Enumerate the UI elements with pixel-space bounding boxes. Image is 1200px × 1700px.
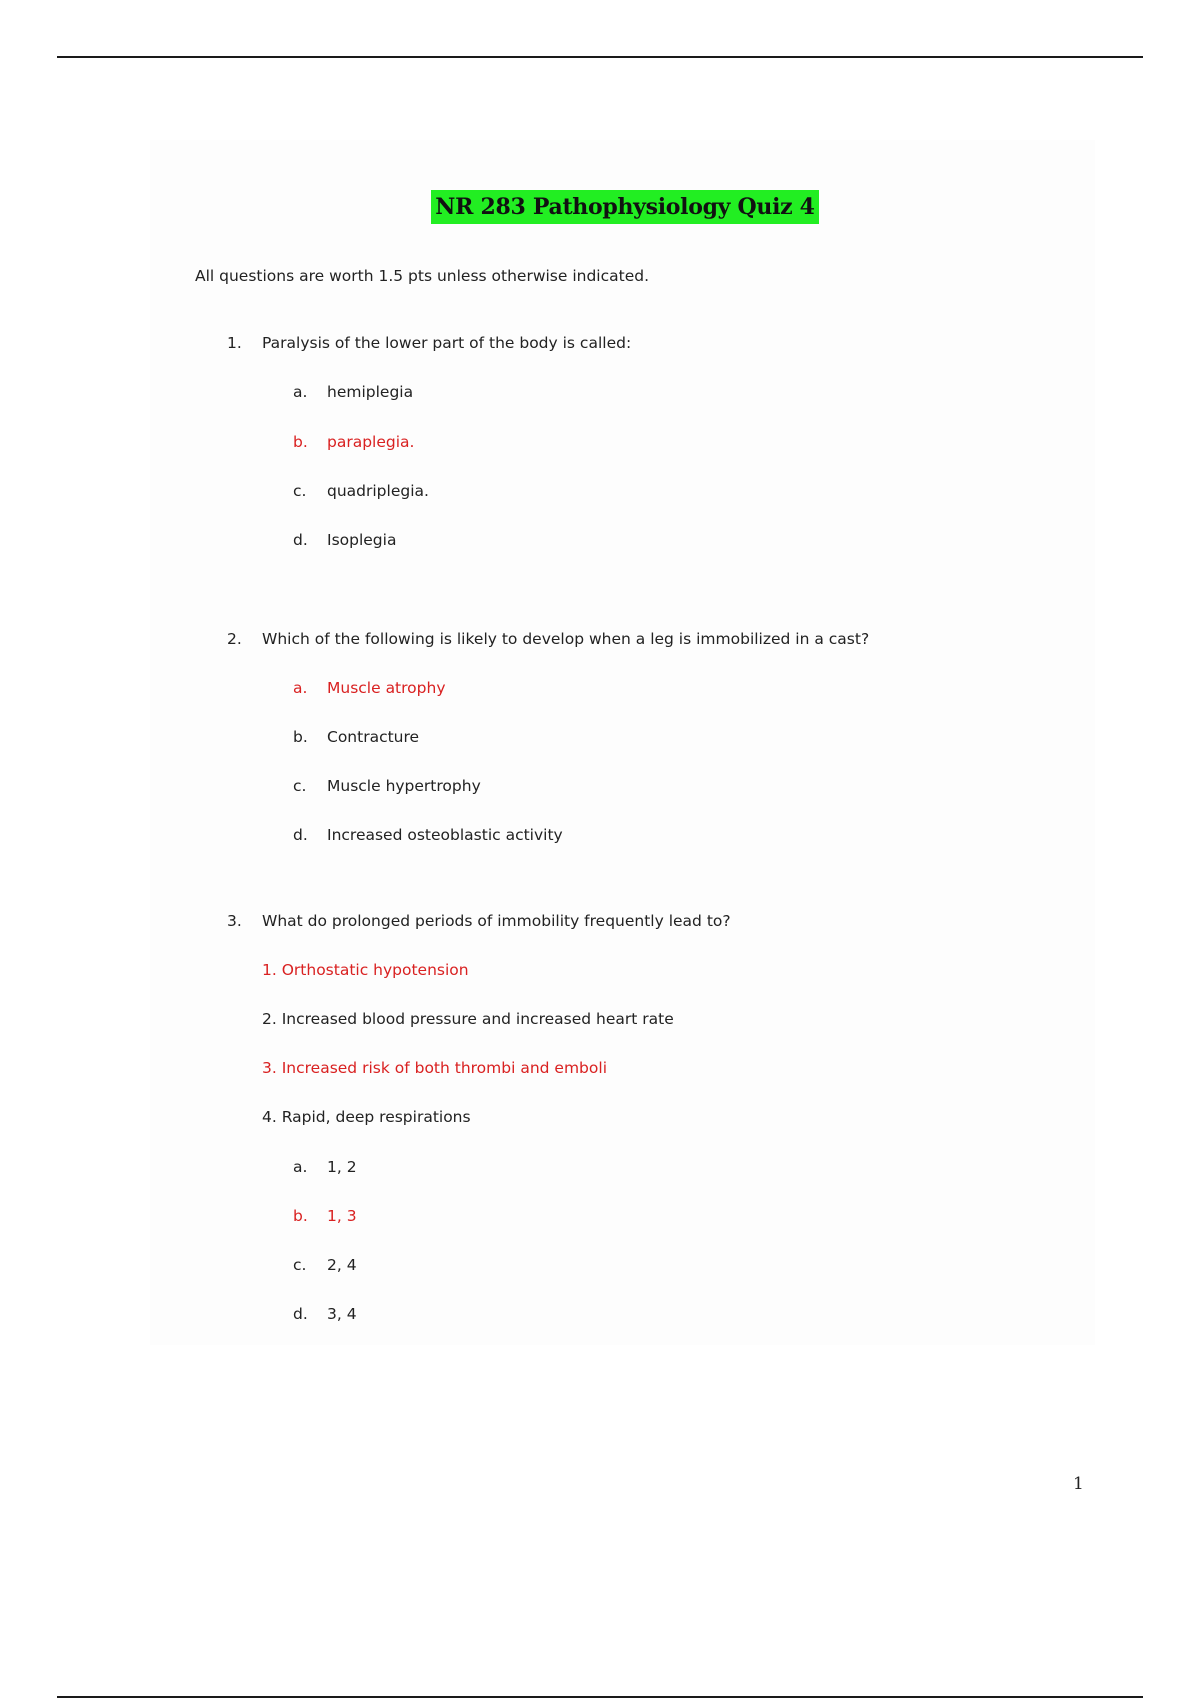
option-label: b.	[293, 433, 308, 451]
option-text: Isoplegia	[327, 531, 397, 549]
option-label: c.	[293, 777, 307, 795]
page-number: 1	[1073, 1474, 1084, 1494]
option-label: d.	[293, 1305, 308, 1323]
instructions: All questions are worth 1.5 pts unless otherwise indicated.	[195, 267, 650, 285]
question-number: 2.	[227, 630, 242, 648]
option-text: 3, 4	[327, 1305, 357, 1323]
bottom-rule	[57, 1696, 1143, 1698]
question-text: What do prolonged periods of immobility frequently lead to?	[262, 912, 731, 930]
question-number: 1.	[227, 334, 242, 352]
option-text: 2, 4	[327, 1256, 357, 1274]
option-text: Contracture	[327, 728, 420, 746]
option-text: hemiplegia	[327, 383, 414, 401]
option-text: quadriplegia.	[327, 482, 429, 500]
option-label: a.	[293, 1158, 308, 1176]
scanned-page-area	[150, 140, 1095, 1345]
statement-text: 3. Increased risk of both thrombi and emboli	[262, 1059, 607, 1077]
option-label: a.	[293, 679, 308, 697]
option-text: paraplegia.	[327, 433, 415, 451]
title-container	[0, 190, 1200, 224]
top-rule	[57, 56, 1143, 58]
option-label: d.	[293, 826, 308, 844]
document-title: NR 283 Pathophysiology Quiz 4	[431, 190, 818, 224]
option-text: Increased osteoblastic activity	[327, 826, 563, 844]
option-text: 1, 3	[327, 1207, 357, 1225]
option-label: c.	[293, 1256, 307, 1274]
option-text: Muscle atrophy	[327, 679, 446, 697]
statement-text: 1. Orthostatic hypotension	[262, 961, 469, 979]
option-text: 1, 2	[327, 1158, 357, 1176]
option-text: Muscle hypertrophy	[327, 777, 481, 795]
question-text: Which of the following is likely to develop when a leg is immobilized in a cast?	[262, 630, 870, 648]
statement-text: 2. Increased blood pressure and increased heart rate	[262, 1010, 674, 1028]
option-label: d.	[293, 531, 308, 549]
option-label: a.	[293, 383, 308, 401]
question-number: 3.	[227, 912, 242, 930]
option-label: b.	[293, 1207, 308, 1225]
question-text: Paralysis of the lower part of the body is called:	[262, 334, 632, 352]
option-label: c.	[293, 482, 307, 500]
statement-text: 4. Rapid, deep respirations	[262, 1108, 471, 1126]
option-label: b.	[293, 728, 308, 746]
